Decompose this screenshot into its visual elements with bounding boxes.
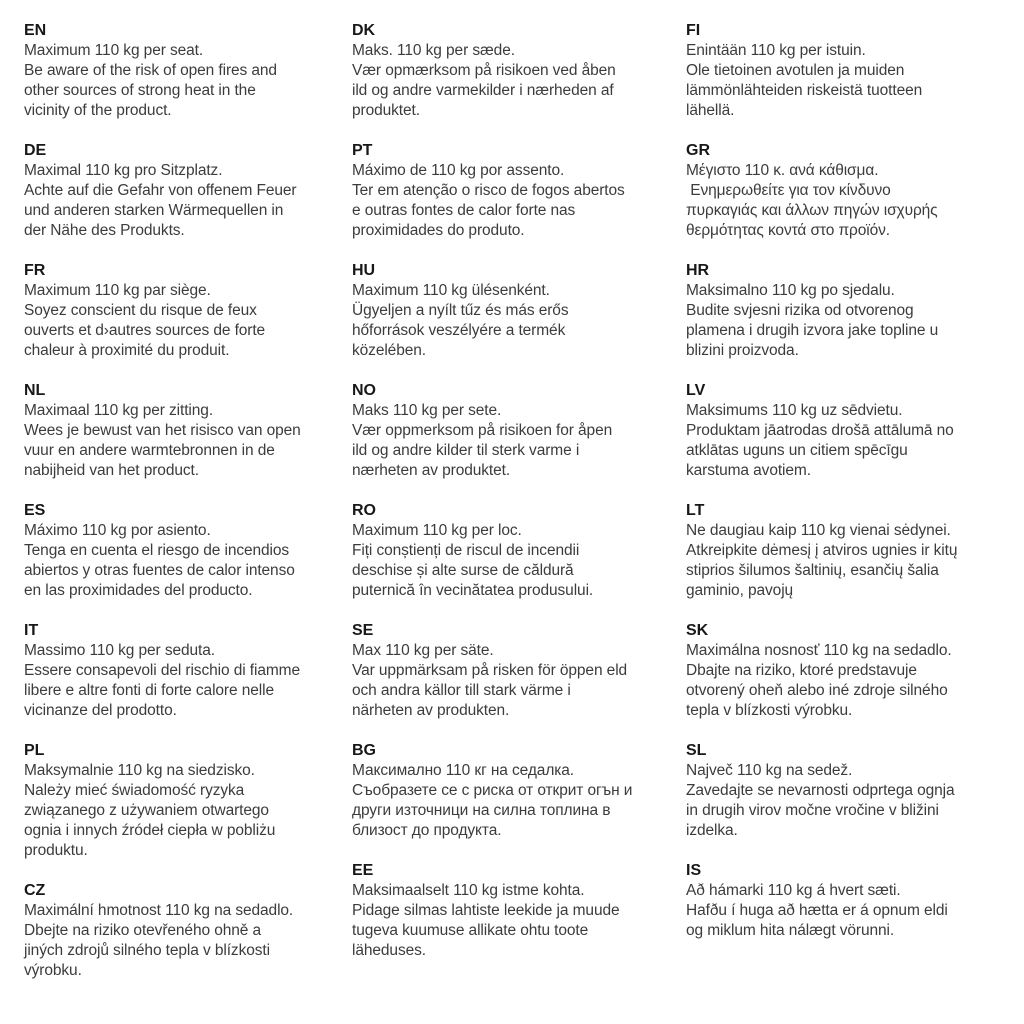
language-section xyxy=(24,381,352,481)
warning-text-line: deschise și alte surse de căldură xyxy=(352,562,574,579)
language-section xyxy=(686,861,1024,941)
language-code-heading: NO xyxy=(352,382,376,399)
warning-text-line: en las proximidades del producto. xyxy=(24,582,253,599)
warning-text-line: lähellä. xyxy=(686,102,735,119)
warning-text-line: gaminio, pavojų xyxy=(686,582,794,599)
warning-text-line: Należy mieć świadomość ryzyka xyxy=(24,782,245,799)
warning-text-line: lämmönlähteiden riskeistä tuotteen xyxy=(686,82,923,99)
warning-text-line: jiných zdrojů silného tepla v blízkosti xyxy=(24,942,270,959)
warning-text-line: други източници на силна топлина в xyxy=(352,802,611,819)
warning-text-line: ognia i innych źródeł ciepła w pobliżu xyxy=(24,822,276,839)
warning-text-line: Ügyeljen a nyílt tűz és más erős xyxy=(352,302,569,319)
language-section xyxy=(686,741,1024,841)
warning-text-line: läheduses. xyxy=(352,942,426,959)
warning-text-line: produktet. xyxy=(352,102,420,119)
warning-text-line: blizini proizvoda. xyxy=(686,342,799,359)
warning-text-line: in drugih virov močne vročine v bližini xyxy=(686,802,939,819)
warning-text-line: und anderen starken Wärmequellen in xyxy=(24,202,284,219)
warning-text-line: Maks 110 kg per sete. xyxy=(352,402,502,419)
warning-text-line: Ter em atenção o risco de fogos abertos xyxy=(352,182,625,199)
warning-text-line: Maximal 110 kg pro Sitzplatz. xyxy=(24,162,223,179)
language-section xyxy=(686,501,1024,601)
warning-text-line: związanego z używaniem otwartego xyxy=(24,802,269,819)
language-section xyxy=(24,881,352,981)
warning-text-line: puternică în vecinătatea produsului. xyxy=(352,582,594,599)
warning-text-line: nabijheid van het product. xyxy=(24,462,199,479)
warning-text-line: výrobku. xyxy=(24,962,82,979)
language-section xyxy=(24,741,352,861)
warning-text-line: e outras fontes de calor forte nas xyxy=(352,202,576,219)
language-code-heading: RO xyxy=(352,502,376,519)
warning-text-line: Vær oppmerksom på risikoen for åpen xyxy=(352,422,613,439)
warning-text-line: närheten av produkten. xyxy=(352,702,510,719)
warning-text-line: Budite svjesni rizika od otvorenog xyxy=(686,302,914,319)
warning-text-line: other sources of strong heat in the xyxy=(24,82,256,99)
warning-text-line: og miklum hita nálægt vörunni. xyxy=(686,922,895,939)
warning-text-line: Produktam jāatrodas drošā attālumā no xyxy=(686,422,954,439)
language-section xyxy=(352,261,686,361)
warning-text-line: tepla v blízkosti výrobku. xyxy=(686,702,853,719)
warning-text-line: Fiți conștienți de riscul de incendii xyxy=(352,542,580,559)
warning-text-line: Ole tietoinen avotulen ja muiden xyxy=(686,62,905,79)
warning-text-line: Máximo 110 kg por asiento. xyxy=(24,522,211,539)
language-code-heading: HU xyxy=(352,262,376,279)
warning-text-line: ild og andre varmekilder i nærheden af xyxy=(352,82,614,99)
warning-text-line: produktu. xyxy=(24,842,88,859)
language-section xyxy=(352,21,686,121)
language-code-heading: GR xyxy=(686,142,710,159)
warning-text-line: Съобразете се с риска от открит огън и xyxy=(352,782,633,799)
warning-text-line: Maksimums 110 kg uz sēdvietu. xyxy=(686,402,903,419)
language-code-heading: ES xyxy=(24,502,46,519)
language-code-heading: BG xyxy=(352,742,376,759)
warning-text-line: Tenga en cuenta el riesgo de incendios xyxy=(24,542,290,559)
language-section xyxy=(686,21,1024,121)
warning-text-line: Að hámarki 110 kg á hvert sæti. xyxy=(686,882,901,899)
language-code-heading: DK xyxy=(352,22,376,39)
language-code-heading: SL xyxy=(686,742,707,759)
language-code-heading: DE xyxy=(24,142,47,159)
warning-text-line: Maximálna nosnosť 110 kg na sedadlo. xyxy=(686,642,952,659)
language-section xyxy=(352,621,686,721)
language-code-heading: IS xyxy=(686,862,702,879)
warning-text-line: vicinity of the product. xyxy=(24,102,172,119)
warning-text-line: Zavedajte se nevarnosti odprtega ognja xyxy=(686,782,955,799)
warning-text-line: abiertos y otras fuentes de calor intenso xyxy=(24,562,295,579)
language-section xyxy=(686,381,1024,481)
language-section xyxy=(352,861,686,961)
language-code-heading: LT xyxy=(686,502,705,519)
warning-text-line: karstuma avotiem. xyxy=(686,462,811,479)
warning-text-line: Maximum 110 kg per seat. xyxy=(24,42,204,59)
warning-text-line: Var uppmärksam på risken för öppen eld xyxy=(352,662,628,679)
language-section xyxy=(686,261,1024,361)
warning-text-line: proximidades do produto. xyxy=(352,222,525,239)
language-code-heading: FI xyxy=(686,22,701,39)
warning-text-line: nærheten av produktet. xyxy=(352,462,511,479)
warning-text-line: πυρκαγιάς και άλλων πηγών ισχυρής xyxy=(686,202,938,219)
warning-text-line: Hafðu í huga að hætta er á opnum eldi xyxy=(686,902,948,919)
warning-text-line: Vær opmærksom på risikoen ved åben xyxy=(352,62,616,79)
warning-text-line: Maximum 110 kg ülésenként. xyxy=(352,282,550,299)
language-code-heading: FR xyxy=(24,262,46,279)
language-section xyxy=(686,621,1024,721)
warning-text-line: tugeva kuumuse allikate ohtu toote xyxy=(352,922,589,939)
warning-text-line: izdelka. xyxy=(686,822,738,839)
language-code-heading: EN xyxy=(24,22,47,39)
warning-text-line: otvorený oheň alebo iné zdroje silného xyxy=(686,682,948,699)
column-right xyxy=(686,21,1024,1001)
warning-text-line: Maksymalnie 110 kg na siedzisko. xyxy=(24,762,255,779)
warning-text-line: Achte auf die Gefahr von offenem Feuer xyxy=(24,182,297,199)
language-section xyxy=(352,741,686,841)
language-section xyxy=(352,501,686,601)
column-middle xyxy=(352,21,686,1001)
warning-text-line: vicinanze del prodotto. xyxy=(24,702,177,719)
language-code-heading: PL xyxy=(24,742,45,759)
language-code-heading: SE xyxy=(352,622,374,639)
language-section xyxy=(686,141,1024,241)
warning-text-line: Maximální hmotnost 110 kg na sedadlo. xyxy=(24,902,294,919)
warning-text-line: θερμότητας κοντά στο προϊόν. xyxy=(686,222,891,239)
warning-text-line: Enintään 110 kg per istuin. xyxy=(686,42,866,59)
language-section xyxy=(352,381,686,481)
warning-text-line: Maximum 110 kg par siège. xyxy=(24,282,211,299)
language-section xyxy=(352,141,686,241)
warning-text-line: Soyez conscient du risque de feux xyxy=(24,302,257,319)
warning-text-line: Ne daugiau kaip 110 kg vienai sėdynei. xyxy=(686,522,951,539)
warning-text-line: chaleur à proximité du produit. xyxy=(24,342,230,359)
language-code-heading: HR xyxy=(686,262,710,279)
warning-text-line: stiprios šilumos šaltinių, esančių šalia xyxy=(686,562,939,579)
language-code-heading: LV xyxy=(686,382,706,399)
warning-text-line: plamena i drugih izvora jake topline u xyxy=(686,322,939,339)
warning-text-line: Ενημερωθείτε για τον κίνδυνο xyxy=(686,182,891,199)
warning-text-line: Máximo de 110 kg por assento. xyxy=(352,162,565,179)
warning-text-line: libere e altre fonti di forte calore nelle xyxy=(24,682,274,699)
warning-text-line: Максимално 110 кг на седалка. xyxy=(352,762,575,779)
warning-text-line: близост до продукта. xyxy=(352,822,502,839)
language-code-heading: CZ xyxy=(24,882,46,899)
warning-text-line: Μέγιστο 110 κ. ανά κάθισμα. xyxy=(686,162,879,179)
warning-text-line: Atkreipkite dėmesį į atviros ugnies ir kitų xyxy=(686,542,958,559)
warning-text-line: och andra källor till stark värme i xyxy=(352,682,571,699)
warning-text-line: Max 110 kg per säte. xyxy=(352,642,494,659)
language-section xyxy=(24,621,352,721)
language-section xyxy=(24,261,352,361)
warning-text-line: Dbejte na riziko otevřeného ohně a xyxy=(24,922,262,939)
column-left xyxy=(24,21,352,1001)
warning-text-line: Be aware of the risk of open fires and xyxy=(24,62,277,79)
warning-text-line: Največ 110 kg na sedež. xyxy=(686,762,853,779)
warning-text-line: Maximaal 110 kg per zitting. xyxy=(24,402,214,419)
language-section xyxy=(24,21,352,121)
warning-text-line: Maximum 110 kg per loc. xyxy=(352,522,522,539)
warning-text-line: Massimo 110 kg per seduta. xyxy=(24,642,215,659)
language-section xyxy=(24,141,352,241)
language-code-heading: IT xyxy=(24,622,39,639)
warning-text-line: der Nähe des Produkts. xyxy=(24,222,185,239)
warning-text-line: közelében. xyxy=(352,342,426,359)
warning-text-line: Pidage silmas lahtiste leekide ja muude xyxy=(352,902,620,919)
language-code-heading: EE xyxy=(352,862,374,879)
warning-text-line: ild og andre kilder til sterk varme i xyxy=(352,442,580,459)
language-code-heading: NL xyxy=(24,382,46,399)
warning-text-line: ouverts et d›autres sources de forte xyxy=(24,322,266,339)
warning-text-line: Essere consapevoli del rischio di fiamme xyxy=(24,662,300,679)
language-code-heading: PT xyxy=(352,142,373,159)
warning-text-line: hőforrások veszélyére a termék xyxy=(352,322,566,339)
language-section xyxy=(24,501,352,601)
warning-text-line: Maksimalno 110 kg po sjedalu. xyxy=(686,282,895,299)
warning-text-line: atklātas uguns un citiem spēcīgu xyxy=(686,442,908,459)
warning-text-line: vuur en andere warmtebronnen in de xyxy=(24,442,275,459)
warning-text-line: Wees je bewust van het risisco van open xyxy=(24,422,301,439)
warning-text-line: Maksimaalselt 110 kg istme kohta. xyxy=(352,882,585,899)
warning-text-line: Dbajte na riziko, ktoré predstavuje xyxy=(686,662,917,679)
warning-text-line: Maks. 110 kg per sæde. xyxy=(352,42,515,59)
language-code-heading: SK xyxy=(686,622,709,639)
